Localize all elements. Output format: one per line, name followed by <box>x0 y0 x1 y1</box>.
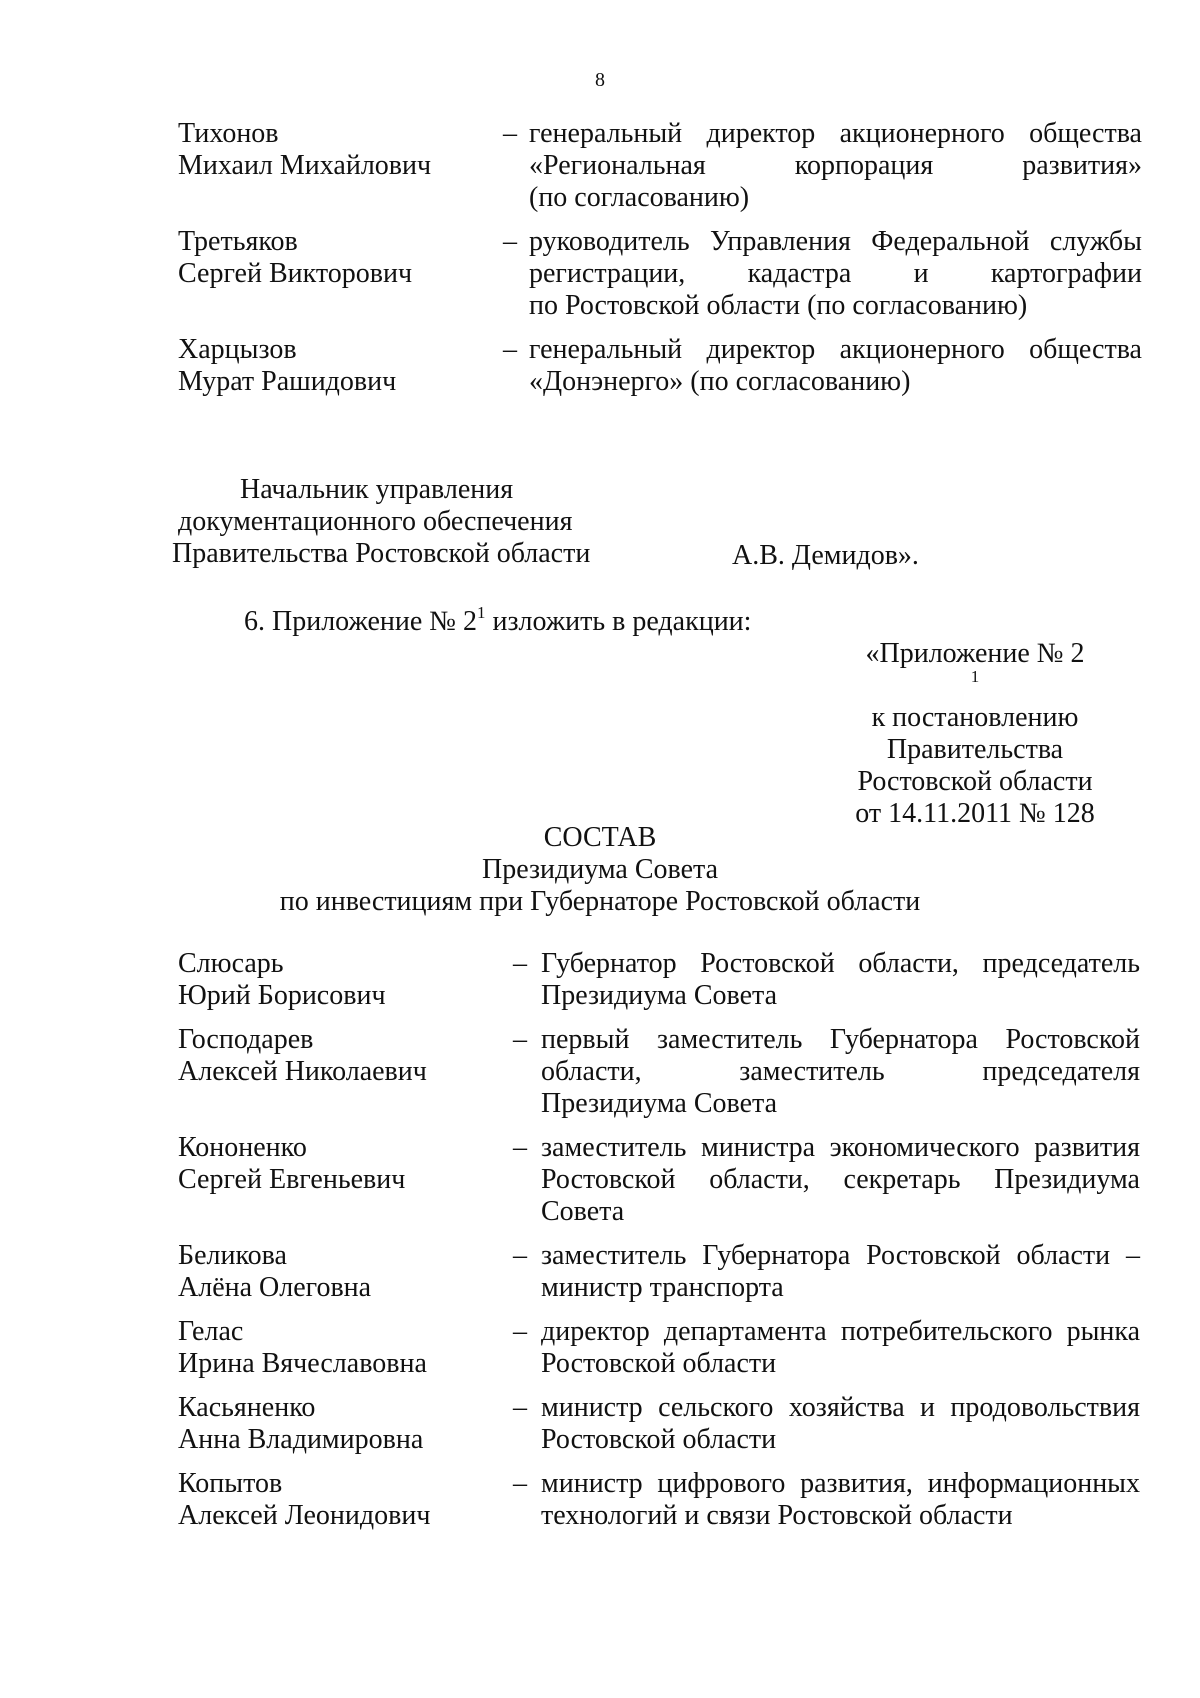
signature-title-line: документационного обеспечения <box>178 506 573 537</box>
position-line: Ростовской области <box>541 1348 777 1379</box>
member-position <box>529 226 1142 322</box>
position-line: Ростовской области, секретарь Президиума <box>541 1164 1140 1195</box>
member-position <box>541 1132 1140 1228</box>
member-name <box>178 1468 430 1532</box>
member-position <box>541 1316 1140 1380</box>
member-given-name: Мурат Рашидович <box>178 366 397 397</box>
position-line: Губернатор Ростовской области, председатель <box>541 948 1140 979</box>
member-name <box>178 118 431 182</box>
member-surname: Харцызов <box>178 334 297 365</box>
member-name <box>178 1240 371 1304</box>
position-line: Ростовской области <box>541 1424 777 1455</box>
member-given-name: Сергей Викторович <box>178 258 413 289</box>
signature-title-line: Правительства Ростовской области <box>172 538 591 569</box>
member-surname: Третьяков <box>178 226 298 257</box>
dash: – <box>513 1132 527 1163</box>
position-line: генеральный директор акционерного общества <box>529 334 1142 365</box>
dash: – <box>513 948 527 979</box>
position-line: Совета <box>541 1196 625 1227</box>
position-line: министр цифрового развития, информационных <box>541 1468 1140 1499</box>
item-6-paragraph <box>244 603 752 638</box>
member-name <box>178 1392 423 1456</box>
position-line: заместитель министра экономического развития <box>541 1132 1140 1163</box>
member-given-name: Алёна Олеговна <box>178 1272 372 1303</box>
dash: – <box>503 226 517 257</box>
position-line: (по согласованию) <box>529 182 750 213</box>
title-line: СОСТАВ <box>543 822 657 853</box>
member-surname: Копытов <box>178 1468 283 1499</box>
member-surname: Тихонов <box>178 118 279 149</box>
member-position <box>541 1468 1140 1532</box>
member-position <box>529 334 1142 398</box>
position-line: «Региональная корпорация развития» <box>529 150 1142 181</box>
member-surname: Гелас <box>178 1316 244 1347</box>
position-line: технологий и связи Ростовской области <box>541 1500 1013 1531</box>
member-surname: Кононенко <box>178 1132 307 1163</box>
annex-line: от 14.11.2011 № 128 <box>855 798 1095 829</box>
member-surname: Слюсарь <box>178 948 284 979</box>
annex-line: Ростовской области <box>857 766 1093 797</box>
member-name <box>178 948 386 1012</box>
position-line: области, заместитель председателя <box>541 1056 1140 1087</box>
title-line: по инвестициям при Губернаторе Ростовской области <box>279 886 921 917</box>
member-given-name: Михаил Михайлович <box>178 150 432 181</box>
item-6-text-rest: изложить в редакции: <box>485 606 752 637</box>
position-line: генеральный директор акционерного общества <box>529 118 1142 149</box>
annex-header <box>810 638 1140 830</box>
position-line: «Донэнерго» (по согласованию) <box>529 366 911 397</box>
member-name <box>178 334 396 398</box>
title-line: Президиума Совета <box>481 854 719 885</box>
annex-line: к постановлению <box>871 702 1079 733</box>
member-position <box>541 1024 1140 1120</box>
dash: – <box>513 1316 527 1347</box>
member-position <box>541 1392 1140 1456</box>
position-line: министр сельского хозяйства и продовольствия <box>541 1392 1140 1423</box>
position-line: руководитель Управления Федеральной службы <box>529 226 1142 257</box>
member-position <box>541 1240 1140 1304</box>
dash: – <box>513 1392 527 1423</box>
member-name <box>178 1132 405 1196</box>
dash: – <box>513 1468 527 1499</box>
member-surname: Господарев <box>178 1024 314 1055</box>
superscript: 1 <box>970 667 980 686</box>
page-number: 8 <box>595 69 605 91</box>
position-line: министр транспорта <box>541 1272 784 1303</box>
position-line: первый заместитель Губернатора Ростовской <box>541 1024 1140 1055</box>
dash: – <box>503 334 517 365</box>
member-surname: Беликова <box>178 1240 287 1271</box>
member-name <box>178 226 412 290</box>
member-given-name: Сергей Евгеньевич <box>178 1164 406 1195</box>
member-name <box>178 1316 427 1380</box>
member-name <box>178 1024 427 1088</box>
position-line: Президиума Совета <box>541 980 778 1011</box>
position-line: заместитель Губернатора Ростовской области – <box>541 1240 1140 1271</box>
member-given-name: Алексей Леонидович <box>178 1500 431 1531</box>
member-position <box>529 118 1142 214</box>
annex-line <box>810 638 1140 702</box>
position-line: по Ростовской области (по согласованию) <box>529 290 1028 321</box>
dash: – <box>513 1024 527 1055</box>
member-given-name: Ирина Вячеславовна <box>178 1348 427 1379</box>
dash: – <box>513 1240 527 1271</box>
member-position <box>541 948 1140 1012</box>
member-surname: Касьяненко <box>178 1392 316 1423</box>
document-title <box>0 822 1200 918</box>
signature-title-line: Начальник управления <box>240 474 514 505</box>
member-given-name: Юрий Борисович <box>178 980 386 1011</box>
member-given-name: Алексей Николаевич <box>178 1056 427 1087</box>
signatory-name: А.В. Демидов». <box>732 540 919 571</box>
item-6-text: 6. Приложение № 2 <box>244 606 477 637</box>
position-line: Президиума Совета <box>541 1088 778 1119</box>
position-line: директор департамента потребительского рынка <box>541 1316 1140 1347</box>
annex-title: «Приложение № 2 <box>865 638 1085 669</box>
superscript: 1 <box>477 603 486 622</box>
position-line: регистрации, кадастра и картографии <box>529 258 1142 289</box>
dash: – <box>503 118 517 149</box>
annex-line: Правительства <box>886 734 1064 765</box>
member-given-name: Анна Владимировна <box>178 1424 424 1455</box>
